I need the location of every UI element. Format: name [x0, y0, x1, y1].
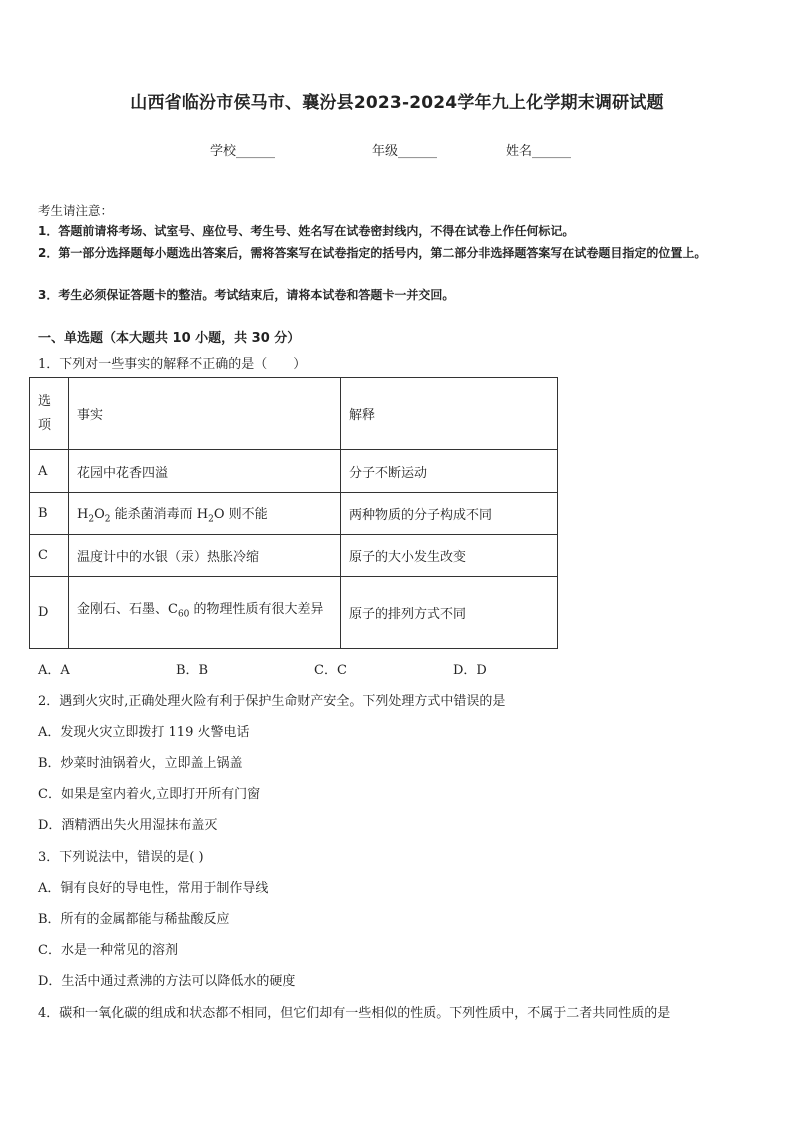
q3-option-a: A．铜有良好的导电性，常用于制作导线 [38, 881, 269, 896]
q1-stem: 1．下列对一些事实的解释不正确的是（ ） [38, 357, 307, 372]
name-label: 姓名 [506, 144, 533, 159]
notice-item-2: 2．第一部分选择题每小题选出答案后，需将答案写在试卷指定的括号内，第二部分非选择题答案写在试卷题目指定的位置上。 [38, 246, 707, 260]
grade-blank: ______ [398, 144, 438, 159]
q2-option-b: B．炒菜时油锅着火，立即盖上锅盖 [38, 756, 243, 771]
table-header-row [30, 378, 558, 450]
q2-stem: 2．遇到火灾时,正确处理火险有利于保护生命财产安全。下列处理方式中错误的是 [38, 694, 506, 709]
q3-option-c: C．水是一种常见的溶剂 [38, 943, 178, 958]
grade-field [372, 140, 437, 159]
notice-heading: 考生请注意： [38, 203, 114, 218]
q1-table [29, 377, 558, 649]
q2-option-d: D．酒精洒出失火用湿抹布盖灭 [38, 818, 218, 833]
notice-item-1: 1．答题前请将考场、试室号、座位号、考生号、姓名写在试卷密封线内，不得在试卷上作任何标记。 [38, 224, 575, 238]
school-field [210, 140, 275, 159]
q3-option-b: B．所有的金属都能与稀盐酸反应 [38, 912, 230, 927]
q3-stem: 3．下列说法中，错误的是( ) [38, 850, 204, 865]
q1-answer-b: B．B [176, 663, 209, 678]
q4-stem: 4．碳和一氧化碳的组成和状态都不相同，但它们却有一些相似的性质。下列性质中，不属于二者共同性质的是 [38, 1006, 671, 1021]
row-option: B [30, 493, 69, 535]
row-option: D [30, 577, 69, 649]
row-explain: 分子不断运动 [341, 450, 558, 493]
row-fact: 花园中花香四溢 [69, 450, 341, 493]
school-label: 学校 [210, 144, 237, 159]
table-row [30, 577, 558, 649]
q1-answer-c: C．C [314, 663, 347, 678]
grade-label: 年级 [372, 144, 399, 159]
school-blank: ______ [236, 144, 276, 159]
row-option: C [30, 535, 69, 577]
row-option: A [30, 450, 69, 493]
name-blank: ______ [532, 144, 572, 159]
q2-option-c: C．如果是室内着火,立即打开所有门窗 [38, 787, 261, 802]
header-fact: 事实 [69, 378, 341, 450]
row-fact: 金刚石、石墨、$C_{60}$ 的物理性质有很大差异 [69, 577, 341, 649]
row-fact: $H_2O_2$ 能杀菌消毒而 $H_2O$ 则不能 [69, 493, 341, 535]
exam-title: 山西省临汾市侯马市、襄汾县2023-2024学年九上化学期末调研试题 [130, 93, 664, 113]
table-row [30, 450, 558, 493]
row-explain: 原子的排列方式不同 [341, 577, 558, 649]
q3-option-d: D．生活中通过煮沸的方法可以降低水的硬度 [38, 974, 296, 989]
section-heading: 一、单选题（本大题共 10 小题，共 30 分） [38, 331, 301, 346]
q1-answer-a: A．A [38, 663, 70, 678]
q1-answer-d: D．D [453, 663, 487, 678]
header-option: 选项 [30, 378, 69, 450]
row-explain: 两种物质的分子构成不同 [341, 493, 558, 535]
header-explain: 解释 [341, 378, 558, 450]
name-field [506, 140, 571, 159]
notice-item-3: 3．考生必须保证答题卡的整洁。考试结束后，请将本试卷和答题卡一并交回。 [38, 288, 455, 302]
row-explain: 原子的大小发生改变 [341, 535, 558, 577]
row-fact: 温度计中的水银（汞）热胀冷缩 [69, 535, 341, 577]
table-row [30, 535, 558, 577]
q2-option-a: A．发现火灾立即拨打 119 火警电话 [38, 725, 250, 740]
table-row [30, 493, 558, 535]
